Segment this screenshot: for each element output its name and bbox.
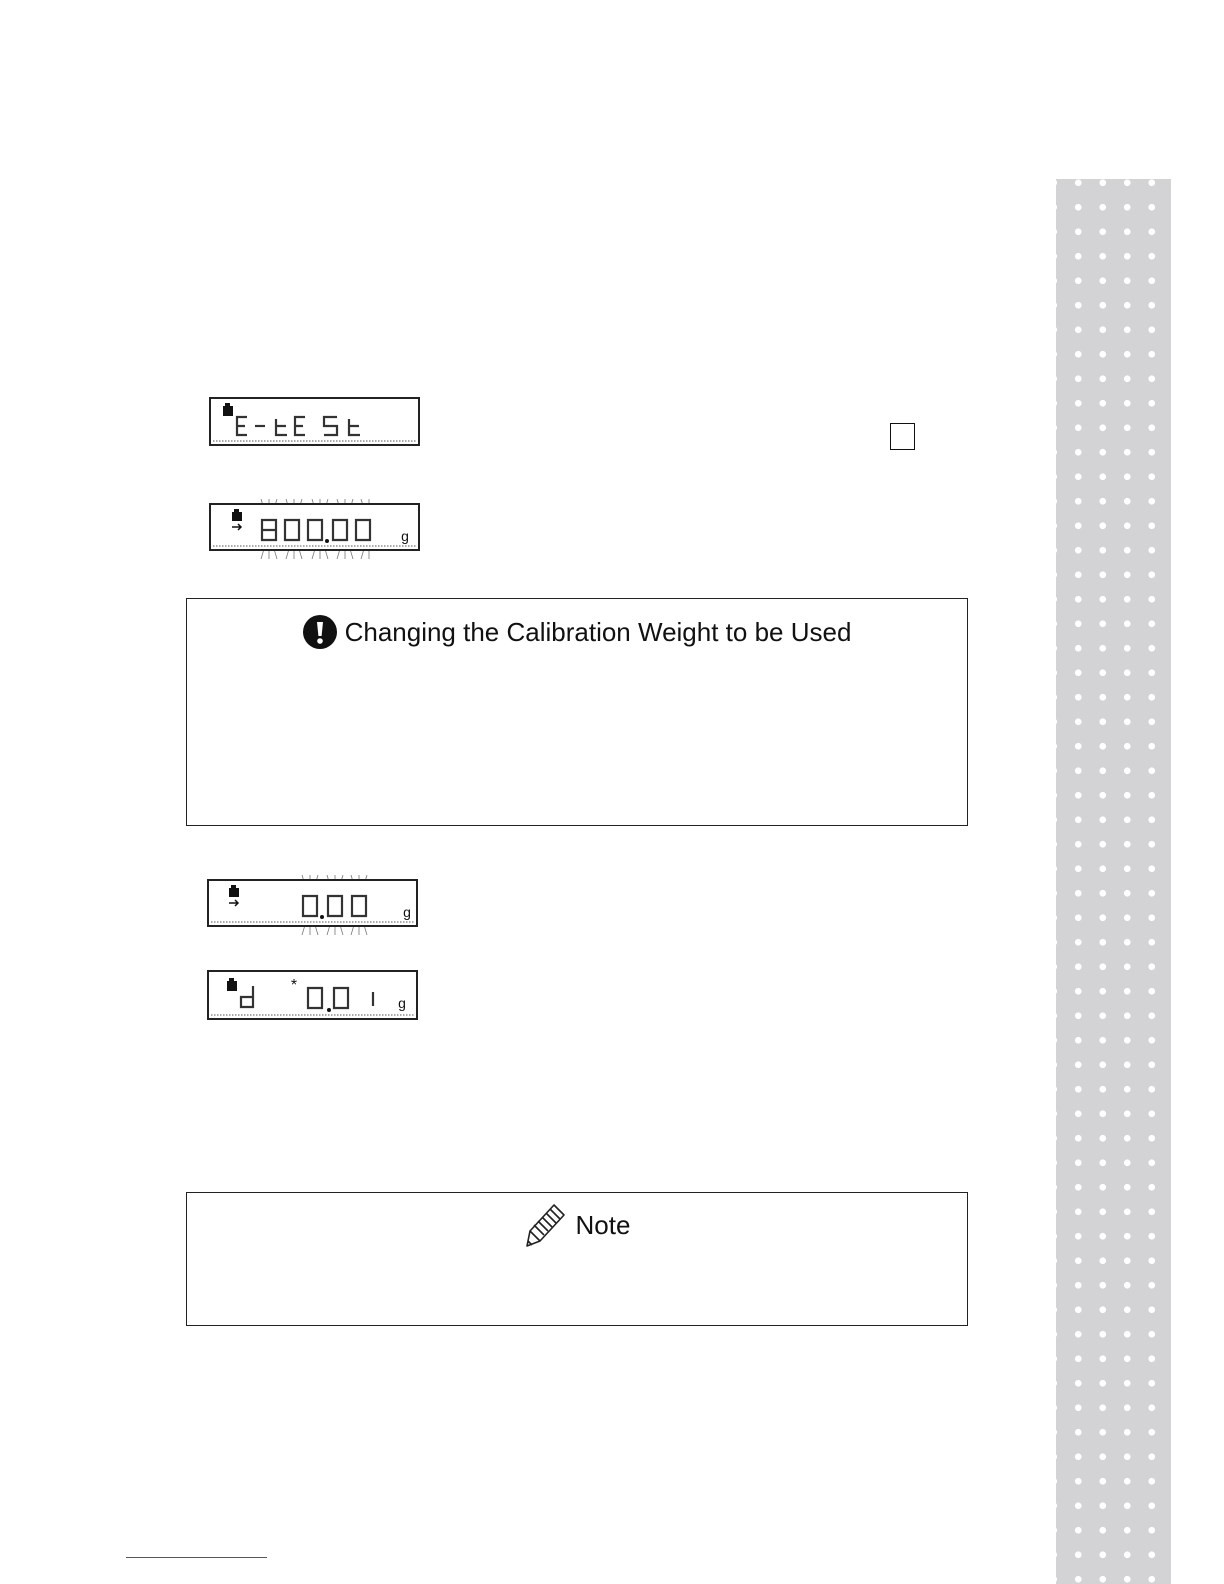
- note-title: Note: [575, 1209, 631, 1240]
- pencil-icon: [524, 1201, 568, 1249]
- lcd-display-e-test: [209, 397, 420, 446]
- note-box: [186, 1192, 968, 1326]
- asterisk-symbol: *: [290, 977, 298, 994]
- side-tab-dotted: [1056, 179, 1171, 1584]
- checkbox[interactable]: [890, 423, 915, 450]
- caution-box: [186, 598, 968, 826]
- unit-label: g: [401, 528, 409, 544]
- unit-label: g: [398, 995, 406, 1011]
- lcd-display-d: [207, 970, 418, 1020]
- caution-title: Changing the Calibration Weight to be Used: [344, 616, 852, 647]
- exclamation-icon: [303, 615, 337, 649]
- unit-label: g: [403, 904, 411, 920]
- footer-link-underline[interactable]: [126, 1557, 267, 1558]
- lcd-display-800: [209, 497, 420, 561]
- lcd-display-zero: [207, 873, 418, 937]
